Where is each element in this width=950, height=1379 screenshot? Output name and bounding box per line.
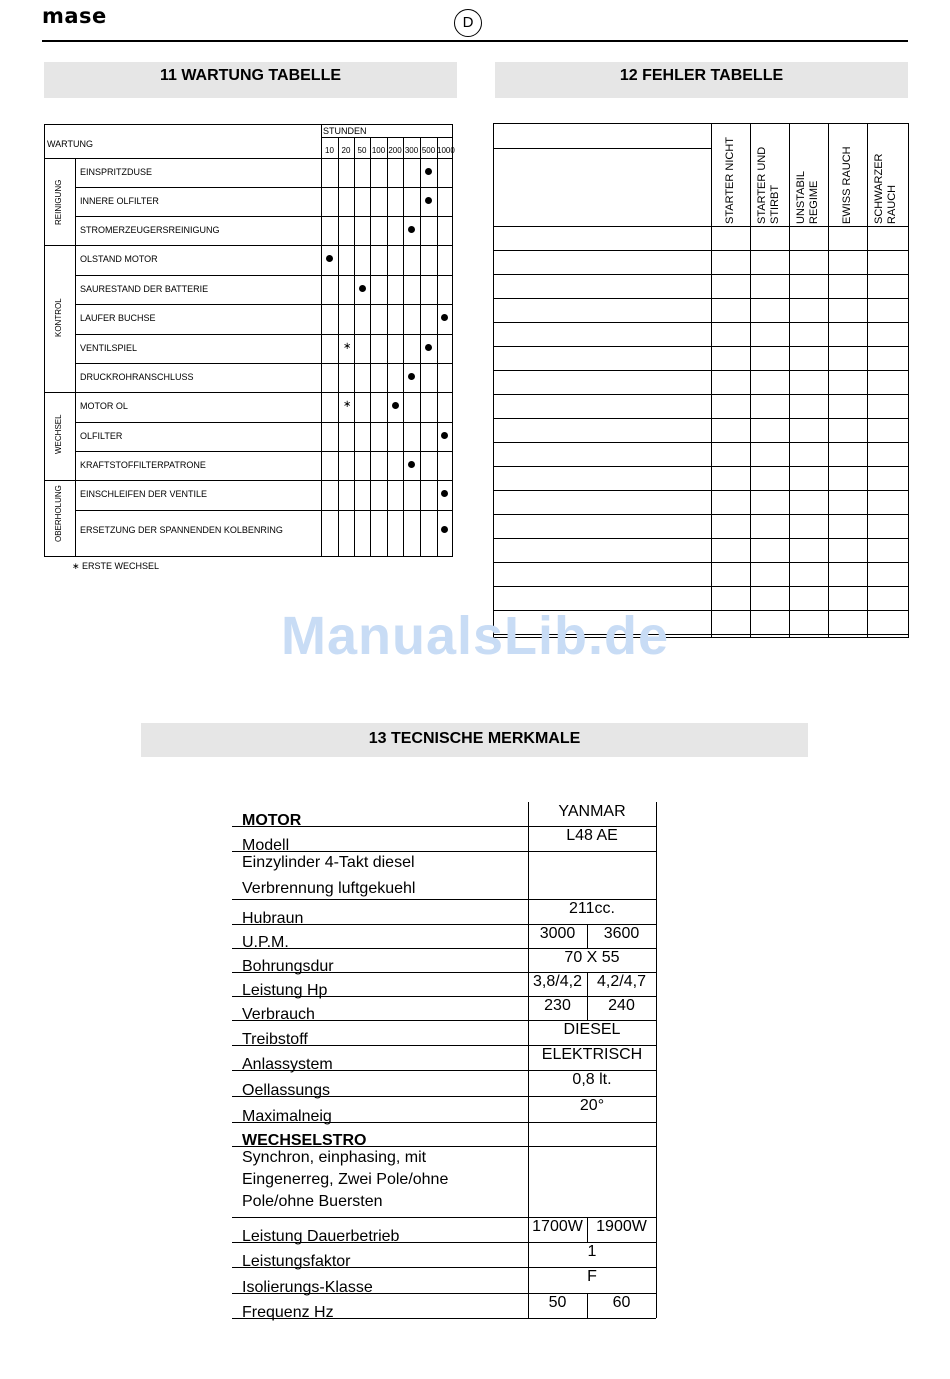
fault-column-header [756,147,782,224]
fault-column-line [828,124,829,637]
group-divider [45,480,452,481]
fault-row-line [494,298,908,299]
tech-value: ELEKTRISCH [541,1046,643,1063]
hours-grid-line [437,137,438,556]
hours-grid-line [370,137,371,556]
tech-row [232,1217,656,1243]
row-divider [75,187,452,188]
maintenance-table [44,124,453,557]
group-divider [45,392,452,393]
interval-dot [425,344,432,351]
tech-row [232,1122,656,1147]
tech-right-border [656,826,657,851]
tech-right-border [656,1045,657,1070]
tech-label: Hubraun [242,910,304,927]
tech-label: Anlassystem [242,1056,333,1073]
fault-header-line [494,148,711,149]
tech-value: 211cc. [569,900,615,917]
tech-value: F [587,1268,597,1285]
fault-row-line [494,274,908,275]
fault-column-line [867,124,868,637]
tech-right-border [656,924,657,948]
language-badge: D [454,9,482,37]
tech-row [232,1242,656,1268]
tech-value: 3600 [603,925,640,942]
tech-value-separator [528,1122,529,1146]
interval-dot [441,314,448,321]
tech-right-border [656,1020,657,1045]
fault-column-header-line: REGIME [808,180,820,224]
hour-label: 500 [421,146,436,155]
interval-dot [408,461,415,468]
watermark: ManualsLib.de [280,606,670,666]
tech-value: 20° [579,1097,605,1114]
tech-label: Leistungsfaktor [242,1253,351,1270]
interval-dot [425,197,432,204]
maintenance-item-label: EINSPRITZDUSE [80,166,153,177]
tech-row [232,1070,656,1097]
maintenance-item-label: INNERE OLFILTER [80,195,159,206]
hour-label: 200 [388,146,402,155]
tech-value: 4,2/4,7 [597,973,646,990]
maintenance-item-label: VENTILSPIEL [80,342,138,353]
hour-label: 100 [371,146,386,155]
interval-dot [359,285,366,292]
fault-row-line [494,418,908,419]
fault-column-header-line: STARTER UND [756,146,768,224]
tech-label: WECHSELSTRO [242,1132,367,1149]
tech-label: Leistung Dauerbetrieb [242,1228,400,1245]
interval-dot [392,402,399,409]
hour-label: 50 [357,146,367,155]
hour-label: 20 [341,146,351,155]
tech-value: 1 [587,1243,597,1260]
tech-row [232,1293,656,1319]
hours-grid-line [338,137,339,556]
first-change-star: ∗ [343,399,352,410]
tech-row [232,802,656,827]
tech-row [232,972,656,997]
tech-label: U.P.M. [242,934,289,951]
tech-label: Synchron, einphasing, mit [242,1149,427,1166]
hours-grid-line [354,137,355,556]
fault-row-line [494,322,908,323]
first-change-star: ∗ [343,340,352,352]
tech-right-border [656,851,657,899]
fault-column-header-line: STIRBT [769,184,781,224]
tech-value: 3000 [539,925,576,942]
tech-row [232,924,656,949]
fault-column-header-line: SCHWARZER [873,153,885,224]
fault-column-header [795,171,821,224]
tech-right-border [656,899,657,924]
maintenance-title: 11 WARTUNG TABELLE [44,62,457,98]
tech-value: 50 [548,1294,567,1311]
fault-row-line [494,538,908,539]
tech-value: 60 [612,1294,631,1311]
header-bottom-line [45,158,452,159]
tech-label: Eingenerreg, Zwei Pole/ohne [242,1171,449,1188]
fault-column-line [789,124,790,637]
maintenance-item-label: OLFILTER [80,430,123,441]
maintenance-item-label: OLSTAND MOTOR [80,254,158,264]
tech-right-border [656,996,657,1020]
maintenance-item-label: EINSCHLEIFEN DER VENTILE [80,489,208,499]
group-column-line [75,158,76,556]
tech-right-border [656,1242,657,1267]
hours-grid-line [403,137,404,556]
row-divider [75,451,452,452]
row-divider [75,363,452,364]
fault-row-line [494,514,908,515]
row-divider [75,422,452,423]
tech-right-border [656,948,657,972]
tech-value: 0,8 lt. [572,1071,612,1088]
tech-label: MOTOR [242,812,302,829]
maintenance-group-label: KONTROL [54,298,63,337]
tech-right-border [656,1146,657,1217]
fault-column-header [841,146,854,224]
tech-row [232,899,656,925]
maintenance-footnote: ∗ ERSTE WECHSEL [72,561,160,571]
tech-label: Isolierungs-Klasse [242,1279,373,1296]
tech-value: 240 [608,997,635,1014]
fault-column-header-line: EWISS RAUCH [840,146,853,224]
hour-label: 300 [404,146,419,155]
maintenance-item-label: DRUCKROHRANSCHLUSS [80,371,194,382]
hours-label: STUNDEN [323,126,367,136]
tech-label: Maximalneig [242,1108,332,1125]
fault-column-line [711,124,712,637]
maintenance-item-label: SAURESTAND DER BATTERIE [80,283,209,294]
tech-right-border [656,1122,657,1146]
tech-label: Verbrennung luftgekuehl [242,880,416,897]
hour-label: 1000 [437,146,455,155]
tech-value: YANMAR [558,803,626,820]
fault-row-line [494,370,908,371]
fault-row-line [494,226,908,227]
tech-row [232,948,656,973]
tech-row [232,826,656,852]
tech-label: Modell [242,837,290,854]
fault-row-line [494,394,908,395]
tech-label: Treibstoff [242,1031,308,1048]
interval-dot [326,255,333,262]
tech-row [232,996,656,1021]
tech-value: L48 AE [566,827,618,844]
hours-grid-line [387,137,388,556]
maintenance-item-label: LAUFER BUCHSE [80,313,156,323]
group-divider [45,245,452,246]
tech-value: 3,8/4,2 [533,973,582,990]
header-divider [42,40,908,42]
tech-label: Leistung Hp [242,982,328,999]
tech-value: 70 X 55 [564,949,620,966]
fault-column-header [724,137,737,224]
tech-value: 230 [544,997,571,1014]
tech-right-border [656,1293,657,1318]
maintenance-item-label: STROMERZEUGERSREINIGUNG [80,224,220,235]
tech-row [232,1267,656,1294]
hour-label: 10 [325,146,334,155]
tech-row [232,1045,656,1071]
fault-column-line [750,124,751,637]
tech-right-border [656,972,657,996]
fault-table [493,123,909,638]
row-divider [75,510,452,511]
fault-row-line [494,346,908,347]
fault-column-header-line: UNSTABIL [795,171,807,224]
tech-right-border [656,1267,657,1293]
fault-column-header [873,154,899,224]
tech-value: 1700W [532,1218,583,1235]
interval-dot [441,490,448,497]
fault-row-line [494,490,908,491]
row-divider [75,216,452,217]
tech-value-separator [528,851,529,899]
maintenance-item-label: MOTOR OL [80,401,128,411]
interval-dot [408,373,415,380]
fault-column-header-line: STARTER NICHT [723,137,736,224]
tech-label: Oellassungs [242,1082,331,1099]
maintenance-head-label: WARTUNG [47,139,93,149]
row-divider [75,334,452,335]
interval-dot [408,226,415,233]
maintenance-group-label: OBERHOLUNG [54,485,63,542]
tech-row [232,851,656,900]
tech-row [232,1020,656,1046]
tech-label: Pole/ohne Buersten [242,1193,383,1210]
fault-row-line [494,466,908,467]
maintenance-group-label: WECHSEL [54,414,63,455]
fault-row-line [494,250,908,251]
interval-dot [425,168,432,175]
brand-logo: mase [42,4,107,28]
tech-value: DIESEL [563,1021,621,1038]
maintenance-group-label: REINIGUNG [54,179,63,225]
tech-row [232,1146,656,1218]
tech-label: Bohrungsdur [242,958,334,975]
hours-grid-line [321,125,322,556]
hours-grid-line [420,137,421,556]
tech-right-border [656,802,657,826]
maintenance-item-label: KRAFTSTOFFILTERPATRONE [80,459,206,470]
fault-row-line [494,442,908,443]
fault-row-line [494,562,908,563]
interval-dot [441,526,448,533]
row-divider [75,304,452,305]
interval-dot [441,432,448,439]
fault-column-header-line: RAUCH [886,184,898,224]
tech-value-separator [528,1146,529,1217]
tech-label: Verbrauch [242,1006,315,1023]
tech-label: Einzylinder 4-Takt diesel [242,854,415,871]
tech-row [232,1096,656,1123]
faults-title: 12 FEHLER TABELLE [495,62,908,98]
tech-right-border [656,1070,657,1096]
tech-title: 13 TECNISCHE MERKMALE [141,723,808,757]
tech-label: Frequenz Hz [242,1304,334,1321]
row-divider [75,275,452,276]
maintenance-item-label: ERSETZUNG DER SPANNENDEN KOLBENRING [80,525,283,535]
hours-label-line [321,137,452,138]
tech-value: 1900W [596,1218,647,1235]
tech-right-border [656,1096,657,1122]
fault-row-line [494,586,908,587]
tech-right-border [656,1217,657,1242]
